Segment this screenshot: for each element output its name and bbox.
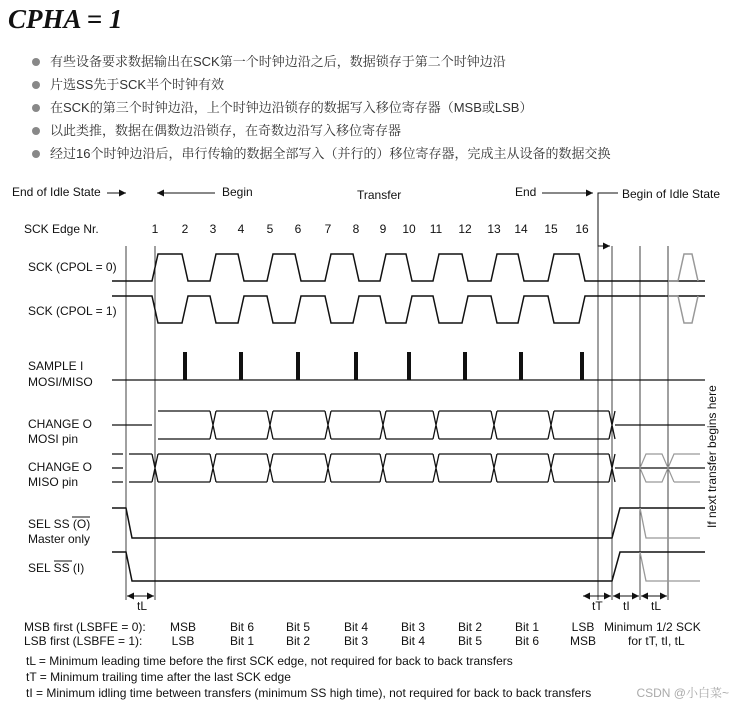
sample-label-2: MOSI/MISO: [28, 375, 93, 389]
edge-number: 5: [266, 222, 274, 236]
edge-number: 16: [575, 222, 589, 236]
page-title: CPHA = 1: [8, 4, 123, 34]
sample-pulse: [463, 352, 467, 380]
waveforms: [112, 254, 705, 581]
edge-number: 9: [379, 222, 387, 236]
tI-label: tI: [623, 599, 630, 613]
bullet-text: 以此类推，数据在偶数边沿锁存，在奇数边沿写入移位寄存器: [50, 123, 402, 138]
end-label: End: [515, 185, 537, 199]
ss-master-label: SEL SS (O): [28, 517, 91, 531]
footnote: tI = Minimum idling time between transfers (minimum SS high time), not required for back to back transfers: [26, 686, 592, 700]
lsb-bit-label: LSB: [171, 634, 195, 648]
sample-pulse: [519, 352, 523, 380]
edge-number: 14: [514, 222, 528, 236]
bullet-text: 片选SS先于SCK半个时钟有效: [50, 77, 225, 92]
lsb-bit-label: Bit 6: [514, 634, 540, 648]
lsb-bit-label: Bit 4: [400, 634, 426, 648]
sck-cpol0-wave: [112, 254, 705, 281]
edge-number: 10: [402, 222, 416, 236]
begin-idle-label: Begin of Idle State: [622, 187, 721, 201]
lsb-row-label: LSB first (LSBFE = 1):: [24, 634, 143, 648]
sck-cpol1-wave-ghost: [668, 296, 698, 323]
sample-pulse: [183, 352, 187, 380]
end-idle-label: End of Idle State: [12, 185, 101, 199]
tL-label-2: tL: [651, 599, 662, 613]
msb-row-label: MSB first (LSBFE = 0):: [24, 620, 146, 634]
edge-number: 8: [352, 222, 360, 236]
ss-input-label: SEL SS (I): [28, 561, 85, 575]
bullet-text: 有些设备要求数据输出在SCK第一个时钟边沿之后，数据锁存于第二个时钟边沿: [50, 54, 506, 69]
sample-pulse: [354, 352, 358, 380]
bit-table: [170, 620, 596, 648]
edge-row-label: SCK Edge Nr.: [24, 222, 99, 236]
mosi-label-2: MOSI pin: [28, 432, 79, 446]
msb-bit-label: Bit 3: [400, 620, 426, 634]
tL-label: tL: [137, 599, 148, 613]
ss-master-wave: [112, 508, 705, 538]
transfer-label: Transfer: [357, 188, 402, 202]
sck-cpol0-wave-ghost: [668, 254, 698, 281]
msb-bit-label: Bit 6: [229, 620, 255, 634]
lsb-bit-label: Bit 5: [457, 634, 483, 648]
edge-number: 13: [487, 222, 501, 236]
bullet-text: 经过16个时钟边沿后，串行传输的数据全部写入（并行的）移位寄存器，完成主从设备的数据交换: [50, 146, 611, 161]
lsb-bit-label: Bit 3: [343, 634, 369, 648]
min-sck-label: Minimum 1/2 SCK: [604, 620, 701, 634]
lsb-bit-label: Bit 1: [229, 634, 255, 648]
edge-number: 2: [181, 222, 189, 236]
edge-number: 3: [209, 222, 217, 236]
side-note: If next transfer begins here: [705, 385, 719, 528]
edge-number: 6: [294, 222, 302, 236]
lsb-bit-label: Bit 2: [285, 634, 311, 648]
tT-label: tT: [592, 599, 603, 613]
begin-label: Begin: [222, 185, 253, 199]
sample-label: SAMPLE I: [28, 359, 84, 373]
miso-bus: [129, 454, 615, 482]
msb-bit-label: Bit 4: [343, 620, 369, 634]
edge-number: 7: [324, 222, 332, 236]
sck1-label: SCK (CPOL = 1): [28, 304, 117, 318]
footnote: tT = Minimum trailing time after the last SCK edge: [26, 670, 291, 684]
sck-cpol1-wave: [112, 296, 705, 323]
msb-bit-label: Bit 2: [457, 620, 483, 634]
edge-number: 12: [458, 222, 472, 236]
min-sck-label-2: for tT, tI, tL: [628, 634, 685, 648]
msb-bit-label: LSB: [571, 620, 595, 634]
edge-number: 1: [151, 222, 159, 236]
miso-label-2: MISO pin: [28, 475, 79, 489]
watermark: CSDN @小白菜~: [636, 686, 729, 700]
ss-input-ghost: [640, 552, 700, 581]
edge-number: 15: [544, 222, 558, 236]
arrow-icon: [598, 193, 618, 246]
ss-master-label-2: Master only: [28, 532, 91, 546]
edge-numbers: [152, 222, 589, 236]
lsb-bit-label: MSB: [569, 634, 597, 648]
sample-pulse: [239, 352, 243, 380]
bullet-text: 在SCK的第三个时钟边沿，上个时钟边沿锁存的数据写入移位寄存器（MSB或LSB）: [50, 100, 533, 115]
sck0-label: SCK (CPOL = 0): [28, 260, 117, 274]
ss-master-ghost: [640, 508, 700, 538]
ss-input-wave: [112, 552, 705, 581]
reference-lines: [126, 246, 668, 600]
miso-label: CHANGE O: [28, 460, 93, 474]
mosi-label: CHANGE O: [28, 417, 93, 431]
msb-bit-label: MSB: [169, 620, 197, 634]
mosi-bus: [158, 411, 615, 439]
footnote: tL = Minimum leading time before the first SCK edge, not required for back to back transfers: [26, 654, 513, 668]
edge-number: 4: [237, 222, 245, 236]
msb-bit-label: Bit 5: [285, 620, 311, 634]
sample-pulse: [407, 352, 411, 380]
edge-number: 11: [429, 222, 443, 236]
sample-pulse: [580, 352, 584, 380]
msb-bit-label: Bit 1: [514, 620, 540, 634]
sample-pulse: [296, 352, 300, 380]
